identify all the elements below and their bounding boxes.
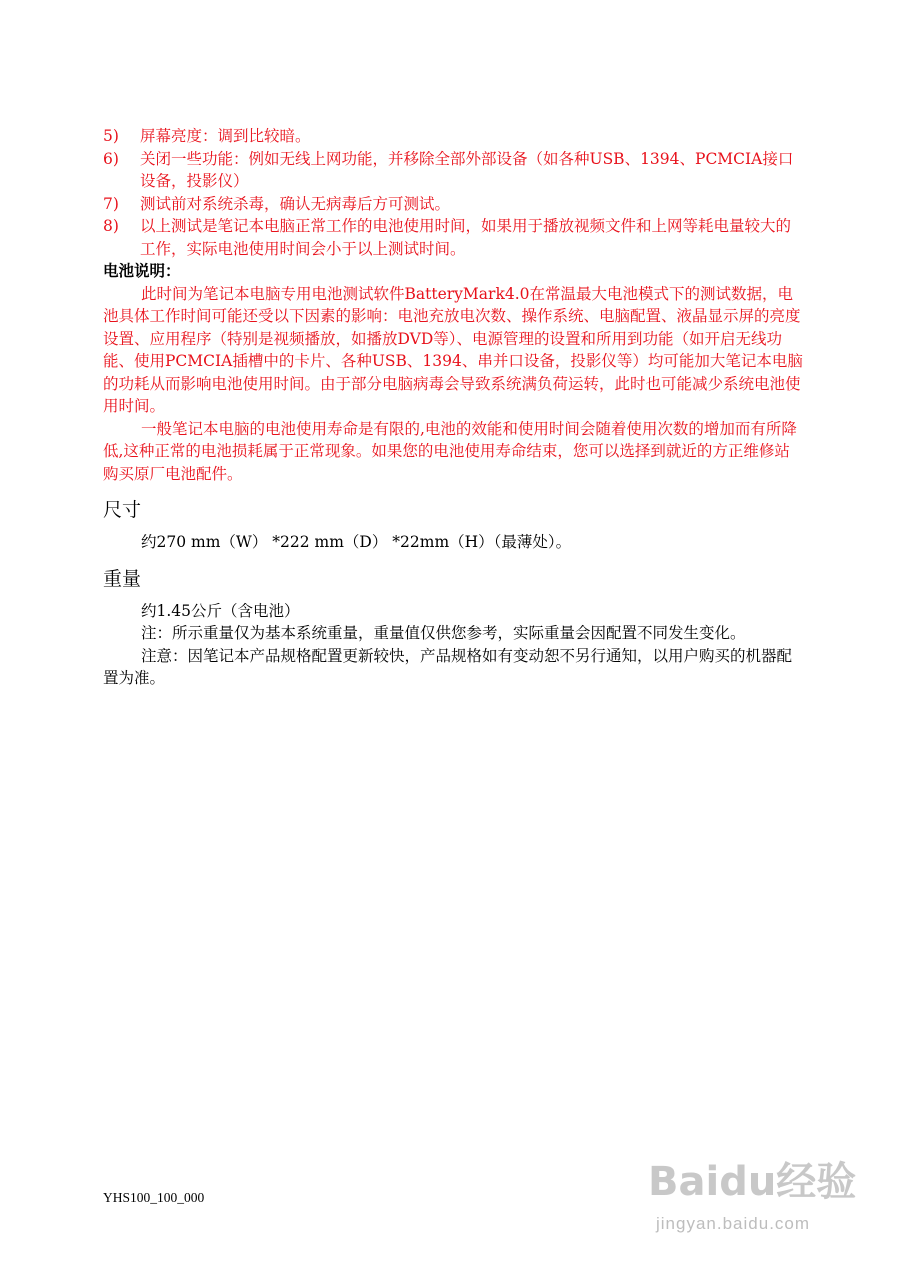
list-text: 以上测试是笔记本电脑正常工作的电池使用时间，如果用于播放视频文件和上网等耗电量较大的工作，实际电池使用时间会小于以上测试时间。 — [140, 217, 792, 258]
battery-note-label: 电池说明： — [103, 261, 181, 280]
list-number: 5) — [103, 127, 119, 145]
document-content — [103, 125, 803, 690]
list-text: 屏幕亮度：调到比较暗。 — [140, 127, 311, 145]
list-text: 测试前对系统杀毒，确认无病毒后方可测试。 — [140, 194, 451, 213]
document-footer-code: YHS100_100_000 — [103, 1190, 205, 1205]
size-text: 约270 mm（W） *222 mm（D） *22mm（H）（最薄处）。 — [141, 533, 572, 551]
test-conditions-list — [103, 125, 803, 260]
list-item — [103, 215, 803, 260]
battery-life-paragraph: 一般笔记本电脑的电池使用寿命是有限的,电池的效能和使用时间会随着使用次数的增加而有所降低,这种正常的电池损耗属于正常现象。如果您的电池使用寿命结束，您可以选择到就近的方正维修站购买原厂电池配件。 — [103, 419, 797, 483]
size-heading: 尺寸 — [103, 499, 142, 521]
battery-note-paragraph: 此时间为笔记本电脑专用电池测试软件BatteryMark4.0在常温最大电池模式下的测试数据，电池具体工作时间可能还受以下因素的影响：电池充放电次数、操作系统、电脑配置、液晶显示屏的亮度设置、应用程序（特别是视频播放，如播放DVD等）、电源管理的设置和所用到功能（如开启无线功能、使用PCMCIA插槽中的卡片、各种USB、1394、串并口设备，投影仪等）均可能加大笔记本电脑的功耗从而影响电池使用时间。由于部分电脑病毒会导致系统满负荷运转，此时也可能减少系统电池使用时间。 — [103, 284, 803, 415]
list-number: 6) — [103, 149, 119, 168]
list-text: 关闭一些功能：例如无线上网功能，并移除全部外部设备（如各种USB、1394、PCMCIA接口设备，投影仪） — [140, 149, 794, 190]
weight-note: 注：所示重量仅为基本系统重量，重量值仅供您参考，实际重量会因配置不同发生变化。 — [141, 624, 746, 642]
list-item — [103, 125, 803, 148]
watermark-url: jingyan.baidu.com — [656, 1214, 811, 1233]
spec-change-note: 注意：因笔记本产品规格配置更新较快，产品规格如有变动恕不另行通知，以用户购买的机器配置为准。 — [103, 646, 793, 687]
list-number: 7) — [103, 194, 119, 213]
list-item — [103, 148, 803, 193]
weight-heading: 重量 — [103, 567, 142, 590]
watermark-logo: Baidu经验 — [648, 1159, 857, 1205]
weight-value: 约1.45公斤（含电池） — [141, 601, 300, 620]
list-item — [103, 193, 803, 216]
list-number: 8) — [103, 217, 119, 235]
